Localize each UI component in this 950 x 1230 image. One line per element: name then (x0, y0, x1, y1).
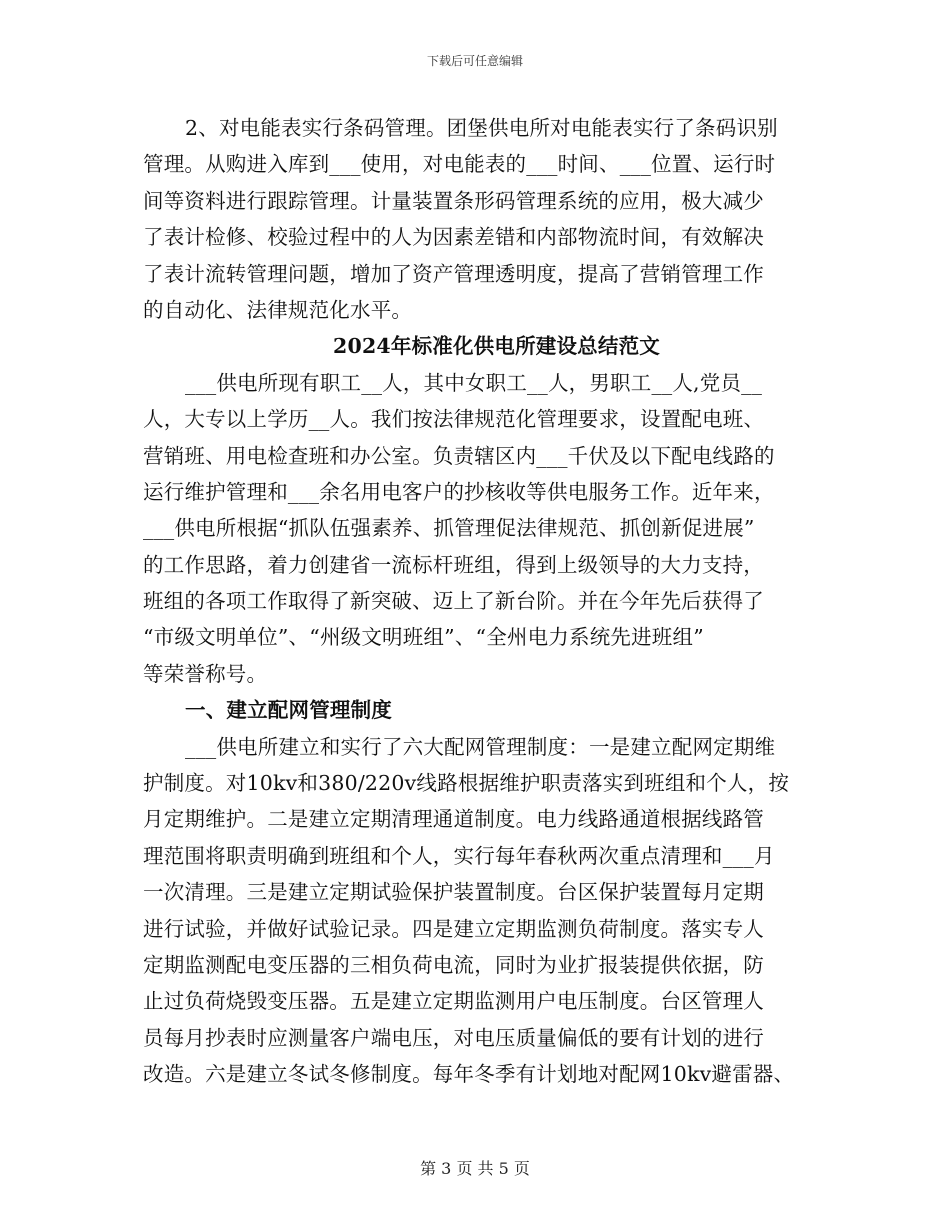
paragraph-line: 月定期维护。二是建立定期清理通道制度。电力线路通道根据线路管 (143, 807, 764, 832)
document-title: 2024年标准化供电所建设总结范文 (333, 334, 660, 359)
paragraph-line: 营销班、用电检查班和办公室。负责辖区内___千伏及以下配电线路的 (143, 443, 775, 468)
paragraph-line: 2、对电能表实行条码管理。团堡供电所对电能表实行了条码识别 (185, 116, 778, 140)
paragraph-line: 的工作思路，着力创建省一流标杆班组，得到上级领导的大力支持， (143, 552, 764, 577)
paragraph-line: ___供电所建立和实行了六大配网管理制度：一是建立配网定期维 (185, 734, 776, 759)
paragraph-line: 人，大专以上学历__人。我们按法律规范化管理要求，设置配电班、 (143, 407, 765, 432)
paragraph-line: 定期监测配电变压器的三相负荷电流，同时为业扩报装提供依据，防 (143, 952, 764, 977)
paragraph-line: 了表计检修、校验过程中的人为因素差错和内部物流时间，有效解决 (143, 225, 764, 250)
paragraph-line: 员每月抄表时应测量客户端电压，对电压质量偏低的要有计划的进行 (143, 1025, 764, 1050)
page-header: 下载后可任意编辑 (426, 54, 523, 68)
document-body (143, 110, 810, 1093)
paragraph-line: 了表计流转管理问题，增加了资产管理透明度，提高了营销管理工作 (143, 261, 764, 286)
paragraph-line: ___供电所现有职工__人，其中女职工__人，男职工__人,党员__ (185, 370, 763, 395)
paragraph-line: 进行试验，并做好试验记录。四是建立定期监测负荷制度。落实专人 (143, 916, 764, 941)
paragraph-line: 班组的各项工作取得了新突破、迈上了新台阶。并在今年先后获得了 (143, 589, 764, 614)
paragraph-line: 一次清理。三是建立定期试验保护装置制度。台区保护装置每月定期 (143, 880, 764, 905)
paragraph-line: “市级文明单位”、“州级文明班组”、“全州电力系统先进班组” (143, 625, 704, 650)
paragraph-line: 护制度。对10kv和380/220v线路根据维护职责落实到班组和个人，按 (143, 771, 790, 796)
paragraph-line: 间等资料进行跟踪管理。计量装置条形码管理系统的应用，极大减少 (143, 188, 764, 213)
paragraph-line: 管理。从购进入库到___使用，对电能表的___时间、___位置、运行时 (143, 152, 776, 177)
page-number: 第 3 页 共 5 页 (420, 1159, 530, 1178)
paragraph-line: 的自动化、法律规范化水平。 (143, 297, 413, 322)
paragraph-line: 运行维护管理和___余名用电客户的抄核收等供电服务工作。近年来， (143, 479, 775, 504)
paragraph-line: 止过负荷烧毁变压器。五是建立定期监测用户电压制度。台区管理人 (143, 989, 764, 1014)
paragraph-line: 等荣誉称号。 (143, 661, 268, 686)
paragraph-line: ___供电所根据“抓队伍强素养、抓管理促法律规范、抓创新促进展” (143, 516, 755, 541)
paragraph-line: 理范围将职责明确到班组和个人，实行每年春秋两次重点清理和___月 (143, 843, 775, 868)
paragraph-line: 改造。六是建立冬试冬修制度。每年冬季有计划地对配网10kv避雷器、 (143, 1062, 795, 1087)
section-heading: 一、建立配网管理制度 (185, 698, 392, 723)
